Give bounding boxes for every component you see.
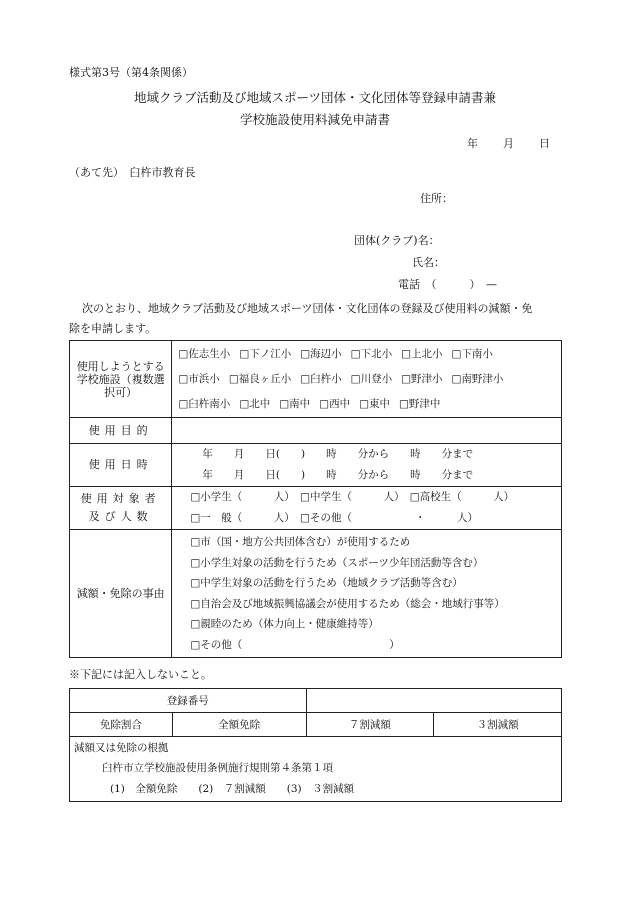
exempt-ratio-label: 免除割合 bbox=[70, 713, 173, 737]
date-day[interactable]: 日 bbox=[539, 137, 550, 150]
purpose-label: 使用目的 bbox=[70, 418, 172, 444]
date-month[interactable]: 月 bbox=[503, 137, 514, 150]
reason-option[interactable]: □自治会及び地域振興協議会が使用するため（総会・地域行事等） bbox=[190, 597, 505, 610]
basis-rule: 臼杵市立学校施設使用条例施行規則第４条第１項 bbox=[102, 762, 333, 774]
reg-no-field bbox=[306, 689, 562, 713]
exempt-option-30: ３割減額 bbox=[434, 713, 562, 737]
reason-option[interactable]: □市（国・地方公共団体含む）が使用するため bbox=[190, 536, 411, 548]
reason-options bbox=[172, 530, 562, 658]
addressee: （あて先） 臼杵市教育長 bbox=[69, 166, 196, 179]
schools-options bbox=[172, 341, 562, 418]
school-option[interactable]: □北中 bbox=[239, 397, 271, 410]
exempt-option-full: 全額免除 bbox=[172, 713, 306, 737]
name-field[interactable]: 氏名： bbox=[412, 256, 445, 269]
form-title: 地域クラブ活動及び地域スポーツ団体・文化団体等登録申請書兼 bbox=[133, 90, 496, 105]
form-subtitle: 学校施設使用料減免申請書 bbox=[239, 112, 390, 127]
basis-items: (1) 全額免除 (2) ７割減額 (3) ３割減額 bbox=[110, 783, 355, 795]
school-option[interactable]: □東中 bbox=[359, 397, 390, 410]
target-label-line-2: 及び人数 bbox=[88, 510, 153, 523]
reg-no-label: 登録番号 bbox=[70, 689, 307, 713]
datetime-line-2[interactable]: 年 月 日( ) 時 分から 時 分まで bbox=[202, 469, 474, 481]
target-label bbox=[70, 487, 172, 530]
school-option[interactable]: □野津中 bbox=[399, 397, 441, 410]
exempt-option-70: ７割減額 bbox=[306, 713, 434, 737]
group-name-field[interactable]: 団体(クラブ)名： bbox=[354, 234, 440, 247]
school-option[interactable]: □西中 bbox=[319, 397, 351, 410]
office-note: ※下記には記入しないこと。 bbox=[69, 668, 212, 681]
basis-cell bbox=[70, 737, 562, 802]
form-number: 様式第3号（第4条関係） bbox=[69, 66, 193, 79]
target-line-1[interactable]: □小学生（ 人） □中学生（ 人） □高校生（ 人） bbox=[190, 491, 515, 503]
reason-option[interactable]: □その他（ ） bbox=[190, 638, 400, 651]
school-option[interactable]: □海辺小 bbox=[300, 347, 342, 360]
office-use-table bbox=[69, 688, 562, 802]
purpose-field[interactable] bbox=[172, 418, 562, 444]
school-option[interactable]: □南野津小 bbox=[451, 372, 504, 385]
address-field[interactable]: 住所： bbox=[420, 192, 453, 205]
school-option[interactable]: □下北小 bbox=[350, 347, 393, 360]
school-option[interactable]: □臼杵小 bbox=[300, 372, 342, 385]
datetime-label: 使用日時 bbox=[70, 444, 172, 487]
target-label-line-1: 使用対象者 bbox=[80, 492, 161, 505]
datetime-line-1[interactable]: 年 月 日( ) 時 分から 時 分まで bbox=[202, 448, 474, 460]
school-option[interactable]: □下ノ江小 bbox=[239, 347, 292, 360]
reason-option[interactable]: □親睦のため（体力向上・健康維持等） bbox=[190, 618, 379, 630]
target-line-2[interactable]: □一 般（ 人） □その他（ ・ 人） bbox=[190, 512, 478, 524]
phone-field[interactable]: 電話 （ ） — bbox=[398, 278, 497, 291]
school-option[interactable]: □臼杵南小 bbox=[178, 397, 231, 410]
reason-option[interactable]: □小学生対象の活動を行うため（スポーツ少年団活動等含む） bbox=[190, 556, 484, 569]
target-field[interactable] bbox=[172, 487, 562, 530]
intro-text-2: 除を申請します。 bbox=[69, 322, 157, 335]
school-option[interactable]: □上北小 bbox=[401, 347, 443, 360]
school-option[interactable]: □南中 bbox=[279, 397, 311, 410]
schools-label: 使用しようとする学校施設（複数選択可） bbox=[70, 341, 172, 418]
school-option[interactable]: □野津小 bbox=[401, 372, 443, 385]
intro-text-1: 次のとおり、地域クラブ活動及び地域スポーツ団体・文化団体の登録及び使用料の減額・免 bbox=[82, 302, 533, 315]
reason-option[interactable]: □中学生対象の活動を行うため（地域クラブ活動等含む） bbox=[190, 577, 463, 589]
reason-label: 減額・免除の事由 bbox=[70, 530, 172, 658]
application-table bbox=[69, 340, 562, 658]
datetime-field[interactable] bbox=[172, 444, 562, 487]
school-option[interactable]: □市浜小 bbox=[178, 372, 220, 385]
school-option[interactable]: □下南小 bbox=[451, 347, 493, 360]
basis-label: 減額又は免除の根拠 bbox=[74, 742, 169, 754]
school-option[interactable]: □佐志生小 bbox=[178, 347, 231, 360]
school-option[interactable]: □川登小 bbox=[350, 372, 393, 385]
date-year[interactable]: 年 bbox=[467, 137, 478, 150]
school-option[interactable]: □福良ヶ丘小 bbox=[228, 372, 292, 385]
